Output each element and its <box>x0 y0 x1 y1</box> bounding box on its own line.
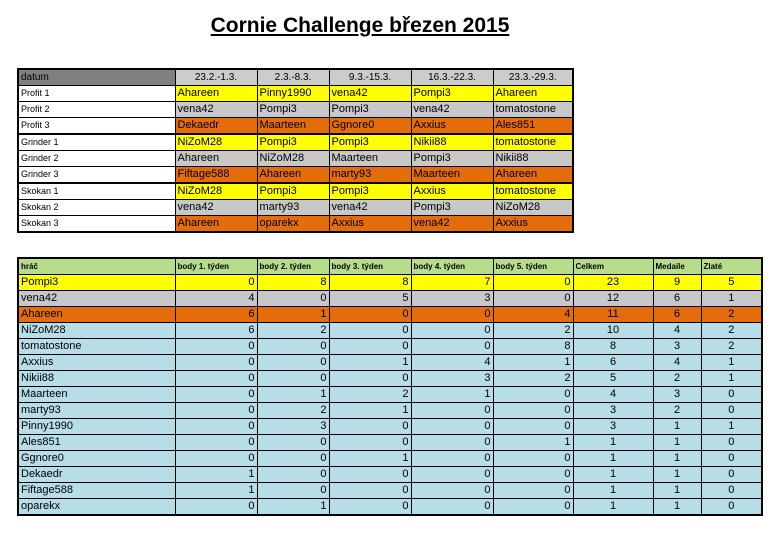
medals-count: 1 <box>653 419 701 435</box>
medals-count: 1 <box>653 467 701 483</box>
player-name: Ales851 <box>18 435 175 451</box>
winner-cell: Ahareen <box>175 86 257 102</box>
weeks-row <box>18 183 573 200</box>
category-label: Skokan 3 <box>18 216 175 233</box>
medals-count: 1 <box>653 499 701 516</box>
winner-cell: Maarteen <box>411 167 493 184</box>
winner-cell: Axxius <box>329 216 411 233</box>
week-points: 2 <box>257 403 329 419</box>
week-points: 0 <box>411 339 493 355</box>
medals-count: 6 <box>653 291 701 307</box>
winner-cell: tomatostone <box>493 102 573 118</box>
points-header-cell: Celkem <box>573 258 653 275</box>
medals-count: 2 <box>653 403 701 419</box>
winner-cell: vena42 <box>411 102 493 118</box>
points-header-cell: body 3. týden <box>329 258 411 275</box>
week-points: 0 <box>493 499 573 516</box>
medals-count: 3 <box>653 339 701 355</box>
winner-cell: Pompi3 <box>329 183 411 200</box>
gold-count: 1 <box>701 419 762 435</box>
winner-cell: vena42 <box>411 216 493 233</box>
week-points: 0 <box>175 499 257 516</box>
winner-cell: NiZoM28 <box>493 200 573 216</box>
week-points: 0 <box>329 499 411 516</box>
week-points: 0 <box>257 355 329 371</box>
winner-cell: Nikii88 <box>411 134 493 151</box>
week-points: 0 <box>175 435 257 451</box>
medals-count: 9 <box>653 275 701 291</box>
winner-cell: Ahareen <box>175 151 257 167</box>
player-row <box>18 371 762 387</box>
player-row <box>18 275 762 291</box>
week-points: 0 <box>175 339 257 355</box>
week-points: 1 <box>329 403 411 419</box>
winner-cell: Ales851 <box>493 118 573 135</box>
total-points: 8 <box>573 339 653 355</box>
week-points: 0 <box>257 371 329 387</box>
week-points: 1 <box>493 355 573 371</box>
total-points: 4 <box>573 387 653 403</box>
header-week: 16.3.-22.3. <box>411 69 493 86</box>
header-week: 23.2.-1.3. <box>175 69 257 86</box>
weeks-row <box>18 102 573 118</box>
medals-count: 4 <box>653 323 701 339</box>
week-points: 3 <box>257 419 329 435</box>
player-row <box>18 419 762 435</box>
gold-count: 0 <box>701 403 762 419</box>
total-points: 1 <box>573 483 653 499</box>
total-points: 3 <box>573 419 653 435</box>
week-points: 8 <box>329 275 411 291</box>
winner-cell: Axxius <box>411 183 493 200</box>
week-points: 0 <box>329 419 411 435</box>
player-name: oparekx <box>18 499 175 516</box>
week-points: 0 <box>329 483 411 499</box>
week-points: 8 <box>257 275 329 291</box>
gold-count: 2 <box>701 323 762 339</box>
medals-count: 1 <box>653 435 701 451</box>
medals-count: 1 <box>653 451 701 467</box>
gold-count: 0 <box>701 387 762 403</box>
weeks-header-row <box>18 69 573 86</box>
week-points: 0 <box>493 387 573 403</box>
player-row <box>18 323 762 339</box>
category-label: Skokan 1 <box>18 183 175 200</box>
weeks-row <box>18 134 573 151</box>
week-points: 3 <box>411 371 493 387</box>
points-header-cell: body 2. týden <box>257 258 329 275</box>
header-week: 2.3.-8.3. <box>257 69 329 86</box>
winner-cell: Pompi3 <box>329 102 411 118</box>
winner-cell: NiZoM28 <box>257 151 329 167</box>
week-points: 0 <box>411 323 493 339</box>
winner-cell: vena42 <box>329 200 411 216</box>
medals-count: 4 <box>653 355 701 371</box>
winner-cell: Pompi3 <box>257 134 329 151</box>
winner-cell: Ggnore0 <box>329 118 411 135</box>
week-points: 0 <box>411 467 493 483</box>
weeks-row <box>18 86 573 102</box>
week-points: 2 <box>329 387 411 403</box>
week-points: 0 <box>329 435 411 451</box>
week-points: 0 <box>493 419 573 435</box>
week-points: 0 <box>175 371 257 387</box>
week-points: 0 <box>329 307 411 323</box>
player-row <box>18 483 762 499</box>
player-row <box>18 435 762 451</box>
gold-count: 2 <box>701 339 762 355</box>
category-label: Profit 2 <box>18 102 175 118</box>
week-points: 0 <box>493 451 573 467</box>
player-name: Axxius <box>18 355 175 371</box>
week-points: 0 <box>493 291 573 307</box>
week-points: 1 <box>175 467 257 483</box>
week-points: 6 <box>175 307 257 323</box>
total-points: 11 <box>573 307 653 323</box>
points-table <box>17 257 763 516</box>
week-points: 0 <box>411 483 493 499</box>
player-name: Pompi3 <box>18 275 175 291</box>
player-name: Fiftage588 <box>18 483 175 499</box>
points-header-cell: body 1. týden <box>175 258 257 275</box>
week-points: 0 <box>175 275 257 291</box>
winner-cell: Maarteen <box>257 118 329 135</box>
week-points: 0 <box>411 403 493 419</box>
week-points: 4 <box>493 307 573 323</box>
player-name: Ggnore0 <box>18 451 175 467</box>
week-points: 0 <box>411 451 493 467</box>
player-row <box>18 339 762 355</box>
winner-cell: marty93 <box>257 200 329 216</box>
player-row <box>18 499 762 516</box>
winner-cell: Pompi3 <box>411 86 493 102</box>
week-points: 0 <box>175 387 257 403</box>
week-points: 2 <box>493 323 573 339</box>
player-name: tomatostone <box>18 339 175 355</box>
week-points: 2 <box>493 371 573 387</box>
week-points: 3 <box>411 291 493 307</box>
week-points: 0 <box>175 403 257 419</box>
week-points: 1 <box>257 307 329 323</box>
total-points: 10 <box>573 323 653 339</box>
winner-cell: Pompi3 <box>329 134 411 151</box>
winner-cell: Ahareen <box>493 86 573 102</box>
total-points: 3 <box>573 403 653 419</box>
gold-count: 1 <box>701 355 762 371</box>
player-name: Ahareen <box>18 307 175 323</box>
week-points: 0 <box>329 371 411 387</box>
player-name: marty93 <box>18 403 175 419</box>
weeks-row <box>18 200 573 216</box>
winner-cell: oparekx <box>257 216 329 233</box>
week-points: 4 <box>175 291 257 307</box>
winner-cell: tomatostone <box>493 183 573 200</box>
points-header-cell: hráč <box>18 258 175 275</box>
player-name: Maarteen <box>18 387 175 403</box>
gold-count: 1 <box>701 291 762 307</box>
winner-cell: Ahareen <box>493 167 573 184</box>
category-label: Grinder 1 <box>18 134 175 151</box>
winner-cell: Pompi3 <box>257 102 329 118</box>
week-points: 0 <box>411 307 493 323</box>
week-points: 1 <box>257 499 329 516</box>
winner-cell: Fiftage588 <box>175 167 257 184</box>
category-label: Skokan 2 <box>18 200 175 216</box>
page-title: Cornie Challenge březen 2015 <box>210 14 510 37</box>
winner-cell: Ahareen <box>175 216 257 233</box>
total-points: 6 <box>573 355 653 371</box>
total-points: 1 <box>573 451 653 467</box>
player-name: Dekaedr <box>18 467 175 483</box>
player-row <box>18 291 762 307</box>
week-points: 0 <box>257 451 329 467</box>
winner-cell: Pompi3 <box>411 151 493 167</box>
gold-count: 0 <box>701 451 762 467</box>
gold-count: 5 <box>701 275 762 291</box>
week-points: 0 <box>175 355 257 371</box>
points-header-cell: Medaile <box>653 258 701 275</box>
winner-cell: Maarteen <box>329 151 411 167</box>
week-points: 2 <box>257 323 329 339</box>
week-points: 0 <box>257 291 329 307</box>
week-points: 1 <box>257 387 329 403</box>
week-points: 1 <box>493 435 573 451</box>
medals-count: 6 <box>653 307 701 323</box>
winner-cell: Pinny1990 <box>257 86 329 102</box>
week-points: 8 <box>493 339 573 355</box>
gold-count: 0 <box>701 435 762 451</box>
total-points: 1 <box>573 499 653 516</box>
points-header-cell: body 4. týden <box>411 258 493 275</box>
winner-cell: Axxius <box>411 118 493 135</box>
winner-cell: Pompi3 <box>257 183 329 200</box>
week-points: 1 <box>329 355 411 371</box>
gold-count: 1 <box>701 371 762 387</box>
winner-cell: NiZoM28 <box>175 134 257 151</box>
player-row <box>18 403 762 419</box>
total-points: 23 <box>573 275 653 291</box>
player-row <box>18 307 762 323</box>
winner-cell: vena42 <box>175 200 257 216</box>
week-points: 1 <box>175 483 257 499</box>
week-points: 0 <box>257 435 329 451</box>
winner-cell: Axxius <box>493 216 573 233</box>
weekly-winners-table <box>17 68 574 233</box>
player-name: Pinny1990 <box>18 419 175 435</box>
week-points: 0 <box>257 483 329 499</box>
winner-cell: NiZoM28 <box>175 183 257 200</box>
week-points: 0 <box>411 419 493 435</box>
gold-count: 0 <box>701 499 762 516</box>
player-name: vena42 <box>18 291 175 307</box>
medals-count: 3 <box>653 387 701 403</box>
week-points: 0 <box>257 467 329 483</box>
week-points: 0 <box>175 419 257 435</box>
category-label: Profit 3 <box>18 118 175 135</box>
winner-cell: Pompi3 <box>411 200 493 216</box>
gold-count: 0 <box>701 467 762 483</box>
week-points: 0 <box>493 467 573 483</box>
week-points: 0 <box>493 275 573 291</box>
weeks-row <box>18 151 573 167</box>
header-week: 23.3.-29.3. <box>493 69 573 86</box>
weeks-row <box>18 167 573 184</box>
header-datum: datum <box>18 69 175 86</box>
player-row <box>18 355 762 371</box>
week-points: 0 <box>329 339 411 355</box>
week-points: 0 <box>175 451 257 467</box>
week-points: 0 <box>493 483 573 499</box>
week-points: 0 <box>257 339 329 355</box>
week-points: 0 <box>411 499 493 516</box>
week-points: 1 <box>329 451 411 467</box>
week-points: 5 <box>329 291 411 307</box>
week-points: 7 <box>411 275 493 291</box>
player-row <box>18 451 762 467</box>
winner-cell: vena42 <box>329 86 411 102</box>
total-points: 1 <box>573 467 653 483</box>
week-points: 0 <box>329 323 411 339</box>
gold-count: 0 <box>701 483 762 499</box>
winner-cell: Dekaedr <box>175 118 257 135</box>
points-header-cell: body 5. týden <box>493 258 573 275</box>
week-points: 4 <box>411 355 493 371</box>
winner-cell: marty93 <box>329 167 411 184</box>
medals-count: 2 <box>653 371 701 387</box>
player-row <box>18 467 762 483</box>
header-week: 9.3.-15.3. <box>329 69 411 86</box>
week-points: 0 <box>493 403 573 419</box>
points-header-cell: Zlaté <box>701 258 762 275</box>
player-name: NiZoM28 <box>18 323 175 339</box>
week-points: 6 <box>175 323 257 339</box>
winner-cell: Ahareen <box>257 167 329 184</box>
weeks-row <box>18 216 573 233</box>
winner-cell: tomatostone <box>493 134 573 151</box>
week-points: 0 <box>411 435 493 451</box>
week-points: 0 <box>329 467 411 483</box>
category-label: Grinder 2 <box>18 151 175 167</box>
category-label: Grinder 3 <box>18 167 175 184</box>
week-points: 1 <box>411 387 493 403</box>
gold-count: 2 <box>701 307 762 323</box>
winner-cell: vena42 <box>175 102 257 118</box>
player-name: Nikii88 <box>18 371 175 387</box>
winner-cell: Nikii88 <box>493 151 573 167</box>
category-label: Profit 1 <box>18 86 175 102</box>
player-row <box>18 387 762 403</box>
weeks-row <box>18 118 573 135</box>
total-points: 1 <box>573 435 653 451</box>
total-points: 5 <box>573 371 653 387</box>
points-header-row <box>18 258 762 275</box>
total-points: 12 <box>573 291 653 307</box>
medals-count: 1 <box>653 483 701 499</box>
